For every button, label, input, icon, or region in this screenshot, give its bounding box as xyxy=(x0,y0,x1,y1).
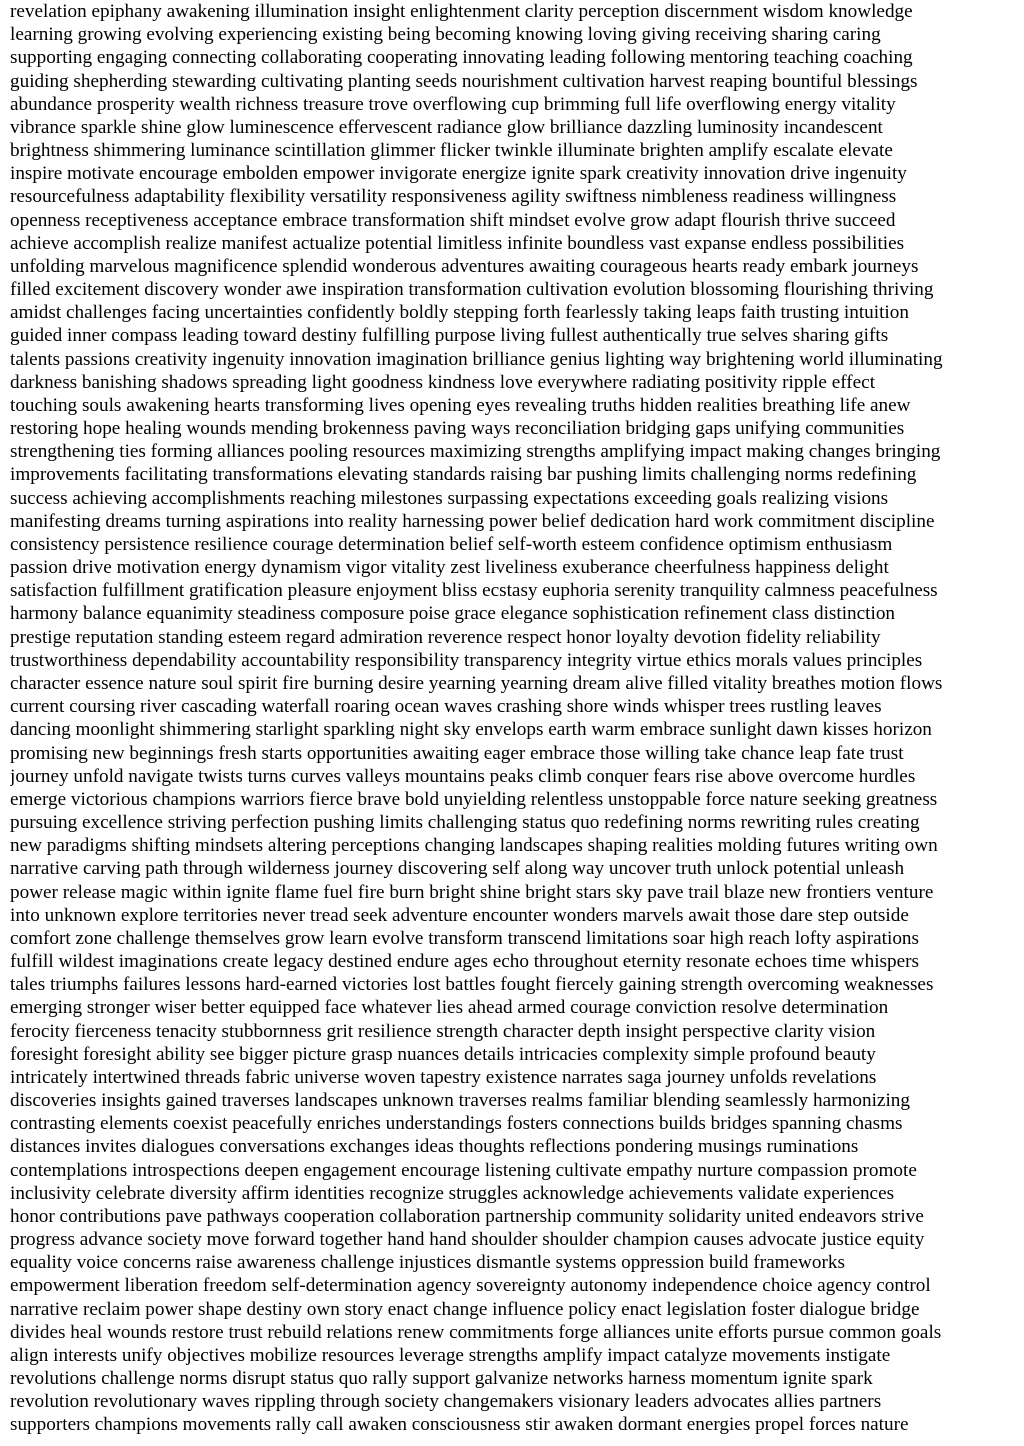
text-line: guided inner compass leading toward destiny fulfilling purpose living fullest authentically true selves sharing gifts xyxy=(10,325,889,347)
text-line: comfort zone challenge themselves grow learn evolve transform transcend limitations soar high reach lofty aspirations xyxy=(10,927,919,949)
text-line: openness receptiveness acceptance embrace transformation shift mindset evolve grow adapt flourish thrive succeed xyxy=(10,209,896,231)
text-line: supporters champions movements rally call awaken consciousness stir awaken dormant energies propel forces nature xyxy=(10,1414,909,1436)
text-line: intricately intertwined threads fabric universe woven tapestry existence narrates saga journey unfolds revelations xyxy=(10,1066,877,1088)
text-line: discoveries insights gained traverses landscapes unknown traverses realms familiar blending seamlessly harmonizing xyxy=(10,1090,910,1112)
text-line: manifesting dreams turning aspirations into reality harnessing power belief dedication hard work commitment discipline xyxy=(10,510,935,532)
text-line: character essence nature soul spirit fire burning desire yearning yearning dream alive filled vitality breathes motion flows xyxy=(10,672,943,694)
text-line: resourcefulness adaptability flexibility versatility responsiveness agility swiftness nimbleness readiness willingness xyxy=(10,186,897,208)
text-line: abundance prosperity wealth richness treasure trove overflowing cup brimming full life overflowing energy vitality xyxy=(10,93,896,115)
text-line: power release magic within ignite flame fuel fire burn bright shine bright stars sky pave trail blaze new frontiers venture xyxy=(10,881,934,903)
text-line: promising new beginnings fresh starts opportunities awaiting eager embrace those willing take chance leap fate trust xyxy=(10,742,904,764)
text-line: revelation epiphany awakening illumination insight enlightenment clarity perception discernment wisdom knowledge xyxy=(10,1,913,22)
text-line: emerging stronger wiser better equipped face whatever lies ahead armed courage conviction resolve determination xyxy=(10,997,889,1019)
text-line: contemplations introspections deepen engagement encourage listening cultivate empathy nurture compassion promote xyxy=(10,1159,917,1181)
text-line: equality voice concerns raise awareness challenge injustices dismantle systems oppression build frameworks xyxy=(10,1252,845,1274)
text-line: trustworthiness dependability accountability responsibility transparency integrity virtue ethics morals values principles xyxy=(10,649,923,671)
text-line: tales triumphs failures lessons hard-earned victories lost battles fought fiercely gaining strength overcoming weaknesses xyxy=(10,974,934,996)
text-line: pursuing excellence striving perfection pushing limits challenging status quo redefining norms rewriting rules creating xyxy=(10,812,920,834)
text-line: inspire motivate encourage embolden empower invigorate energize ignite spark creativity innovation drive ingenuity xyxy=(10,163,907,185)
text-line: learning growing evolving experiencing existing being becoming knowing loving giving receiving sharing caring xyxy=(10,24,881,46)
text-line: ferocity fierceness tenacity stubbornness grit resilience strength character depth insight perspective clarity vision xyxy=(10,1020,876,1042)
text-line: emerge victorious champions warriors fierce brave bold unyielding relentless unstoppable force nature seeking greatness xyxy=(10,788,938,810)
text-line: supporting engaging connecting collaborating cooperating innovating leading following mentoring teaching coaching xyxy=(10,47,913,69)
document-page xyxy=(10,0,1020,1446)
text-line: strengthening ties forming alliances pooling resources maximizing strengths amplifying impact making changes bringing xyxy=(10,441,941,463)
text-line: inclusivity celebrate diversity affirm identities recognize struggles acknowledge achievements validate experiences xyxy=(10,1182,895,1204)
text-line: filled excitement discovery wonder awe inspiration transformation cultivation evolution blossoming flourishing thriving xyxy=(10,279,934,301)
text-line: revolutions challenge norms disrupt status quo rally support galvanize networks harness momentum ignite spark xyxy=(10,1368,873,1390)
text-line: harmony balance equanimity steadiness composure poise grace elegance sophistication refinement class distinction xyxy=(10,603,896,625)
text-line: divides heal wounds restore trust rebuild relations renew commitments forge alliances unite efforts pursue common goals xyxy=(10,1321,942,1343)
text-line: satisfaction fulfillment gratification pleasure enjoyment bliss ecstasy euphoria serenity tranquility calmness peacefulness xyxy=(10,580,938,602)
text-line: journey unfold navigate twists turns curves valleys mountains peaks climb conquer fears rise above overcome hurdles xyxy=(10,765,916,787)
text-line: contrasting elements coexist peacefully enriches understandings fosters connections builds bridges spanning chasms xyxy=(10,1113,903,1135)
text-line: amidst challenges facing uncertainties confidently boldly stepping forth fearlessly taking leaps faith trusting intuition xyxy=(10,302,909,324)
text-line: empowerment liberation freedom self-determination agency sovereignty autonomy independence choice agency control xyxy=(10,1275,931,1297)
text-line: guiding shepherding stewarding cultivating planting seeds nourishment cultivation harvest reaping bountiful blessings xyxy=(10,70,918,92)
text-line: align interests unify objectives mobilize resources leverage strengths amplify impact catalyze movements instigate xyxy=(10,1344,891,1366)
text-line: unfolding marvelous magnificence splendid wonderous adventures awaiting courageous hearts ready embark journeys xyxy=(10,255,919,277)
text-line: darkness banishing shadows spreading light goodness kindness love everywhere radiating positivity ripple effect xyxy=(10,371,876,393)
text-line: distances invites dialogues conversations exchanges ideas thoughts reflections pondering musings ruminations xyxy=(10,1136,859,1158)
text-line: restoring hope healing wounds mending brokenness paving ways reconciliation bridging gaps unifying communities xyxy=(10,418,905,440)
text-line: prestige reputation standing esteem regard admiration reverence respect honor loyalty devotion fidelity reliability xyxy=(10,626,881,648)
text-line: narrative reclaim power shape destiny own story enact change influence policy enact legislation foster dialogue bridge xyxy=(10,1298,920,1320)
text-line: foresight foresight ability see bigger picture grasp nuances details intricacies complexity simple profound beauty xyxy=(10,1043,876,1065)
text-line: revolution revolutionary waves rippling through society changemakers visionary leaders advocates allies partners xyxy=(10,1391,882,1413)
text-line: current coursing river cascading waterfall roaring ocean waves crashing shore winds whisper trees rustling leaves xyxy=(10,696,882,718)
text-line: talents passions creativity ingenuity innovation imagination brilliance genius lighting way brightening world illuminating xyxy=(10,348,943,370)
text-line: into unknown explore territories never tread seek adventure encounter wonders marvels await those dare step outside xyxy=(10,904,909,926)
text-line: vibrance sparkle shine glow luminescence effervescent radiance glow brilliance dazzling luminosity incandescent xyxy=(10,116,883,138)
text-line: dancing moonlight shimmering starlight sparkling night sky envelops earth warm embrace sunlight dawn kisses horizon xyxy=(10,719,932,741)
text-line: brightness shimmering luminance scintillation glimmer flicker twinkle illuminate brighten amplify escalate elevate xyxy=(10,140,893,162)
text-line: narrative carving path through wilderness journey discovering self along way uncover truth unlock potential unleash xyxy=(10,858,905,880)
text-line: progress advance society move forward together hand hand shoulder shoulder champion causes advocate justice equity xyxy=(10,1229,925,1251)
text-line: new paradigms shifting mindsets altering perceptions changing landscapes shaping realities molding futures writing own xyxy=(10,835,938,857)
text-line: improvements facilitating transformations elevating standards raising bar pushing limits challenging norms redefining xyxy=(10,464,917,486)
text-line: success achieving accomplishments reaching milestones surpassing expectations exceeding goals realizing visions xyxy=(10,487,889,509)
text-line: consistency persistence resilience courage determination belief self-worth esteem confidence optimism enthusiasm xyxy=(10,533,893,555)
text-line: achieve accomplish realize manifest actualize potential limitless infinite boundless vast expanse endless possibilities xyxy=(10,232,905,254)
text-line: fulfill wildest imaginations create legacy destined endure ages echo throughout eternity resonate echoes time whispers xyxy=(10,951,919,973)
text-line: passion drive motivation energy dynamism vigor vitality zest liveliness exuberance cheerfulness happiness delight xyxy=(10,557,889,579)
text-line: honor contributions pave pathways cooperation collaboration partnership community solidarity united endeavors strive xyxy=(10,1205,924,1227)
text-line: touching souls awakening hearts transforming lives opening eyes revealing truths hidden realities breathing life anew xyxy=(10,394,911,416)
